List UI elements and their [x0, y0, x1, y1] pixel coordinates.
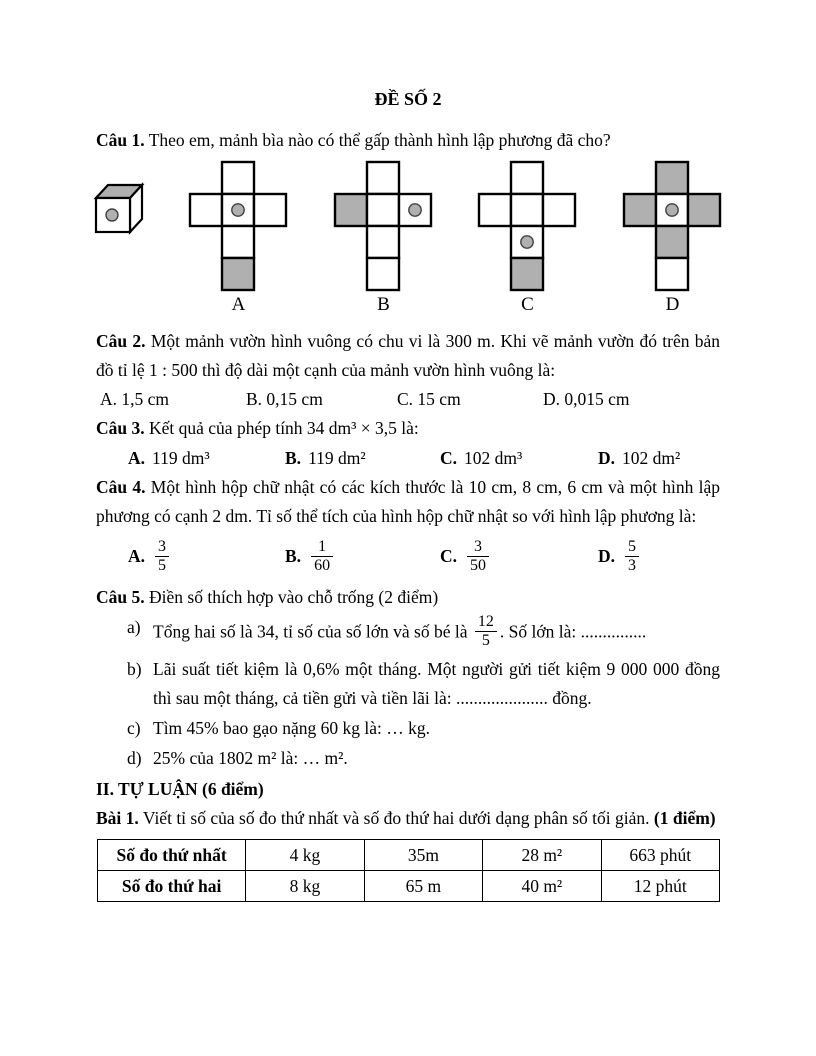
item-text-after: . Số lớn là: ...............: [499, 621, 647, 642]
net-label-d: D: [665, 294, 680, 315]
cube-net-figure-c: [477, 160, 578, 302]
option-d: D. $\frac{5}{3}$: [598, 538, 720, 579]
question-3-text: Kết quả của phép tính 34 dm³ × 3,5 là:: [149, 418, 419, 438]
table-cell: 65 m: [364, 871, 482, 902]
item-text: 25% của 1802 m² là: … m².: [153, 748, 348, 768]
question-5: [96, 583, 720, 612]
cube-icon: [93, 182, 147, 238]
table-row-second-measure: [98, 871, 720, 902]
question-3-options: [96, 444, 720, 473]
item-text: Lãi suất tiết kiệm là 0,6% một tháng. Một người gửi tiết kiệm 9 000 000 đồng thì sau một tháng, cả tiền gửi và tiền lãi là: ..................... đồng.: [153, 659, 720, 708]
exercise-1-points: (1 điểm): [653, 808, 716, 828]
table-cell: 4 kg: [246, 840, 364, 871]
question-1-label: Câu 1.: [96, 130, 145, 150]
table-cell: 12 phút: [601, 871, 720, 902]
option-b: B. 119 dm²: [285, 448, 366, 468]
table-cell: 35m: [364, 840, 482, 871]
cube-dot: [106, 209, 118, 221]
fraction: $\frac{3}{5}$: [155, 538, 169, 575]
question-2-text: Một mảnh vườn hình vuông có chu vi là 300 m. Khi vẽ mảnh vườn đó trên bản đồ tỉ lệ 1 : 500 thì độ dài một cạnh của mảnh vườn hình vuông là:: [96, 331, 721, 380]
question-1-figures: [96, 160, 720, 324]
item-text: Tổng hai số là 34, tỉ số của số lớn và số bé là: [153, 621, 468, 642]
option-a: A. $\frac{3}{5}$: [128, 538, 285, 579]
exercise-1-label: Bài 1.: [96, 808, 139, 828]
question-4-text: Một hình hộp chữ nhật có các kích thước là 10 cm, 8 cm, 6 cm và một hình lập phương có cạnh 2 dm. Tỉ số thể tích của hình hộp chữ nhật so với hình lập phương là:: [96, 477, 721, 526]
option-b: B. 0,15 cm: [246, 389, 323, 409]
cube-net-figure-b: [333, 160, 434, 302]
table-cell: 663 phút: [601, 840, 720, 871]
net-label-b: B: [377, 294, 390, 315]
question-5-item-b: [96, 655, 720, 713]
item-text: Tìm 45% bao gạo nặng 60 kg là: … kg.: [153, 718, 431, 738]
question-5-label: Câu 5.: [96, 587, 145, 607]
section-ii-heading: II. TỰ LUẬN (6 điểm): [96, 779, 264, 799]
option-d: D. 0,015 cm: [543, 389, 630, 409]
question-5-item-d: [96, 744, 720, 773]
net-label-c: C: [521, 294, 534, 315]
cube-net-figure-a: [188, 160, 289, 302]
question-5-text: Điền số thích hợp vào chỗ trống (2 điểm): [149, 587, 439, 607]
ratio-table: [97, 839, 720, 902]
item-marker: b): [127, 659, 142, 679]
table-cell: 8 kg: [246, 871, 364, 902]
question-3: [96, 414, 720, 443]
question-1: [96, 126, 720, 155]
question-5-item-c: [96, 714, 720, 743]
fraction: $\frac{1}{60}$: [311, 538, 333, 575]
cube-net-figure-d: [622, 160, 723, 302]
row-header: Số đo thứ hai: [98, 871, 246, 902]
question-3-label: Câu 3.: [96, 418, 145, 438]
page-title: ĐỀ SỐ 2: [374, 89, 442, 109]
net-label-a: A: [231, 294, 246, 315]
table-cell: 28 m²: [483, 840, 601, 871]
table-row-first-measure: [98, 840, 720, 871]
question-5-item-a: [96, 613, 720, 654]
question-4-options: [96, 536, 720, 580]
fraction: $\frac{12}{5}$: [475, 613, 497, 650]
item-marker: a): [127, 617, 141, 637]
item-marker: d): [127, 748, 142, 768]
option-a: A. 1,5 cm: [100, 389, 170, 409]
fraction: $\frac{3}{50}$: [467, 538, 489, 575]
option-c: C. 15 cm: [397, 389, 461, 409]
fraction: $\frac{5}{3}$: [625, 538, 639, 575]
option-d: D. 102 dm²: [598, 448, 681, 468]
item-marker: c): [127, 718, 141, 738]
question-4: [96, 473, 720, 531]
option-a: A. 119 dm³: [128, 448, 210, 468]
exercise-1: [96, 804, 720, 833]
question-2: [96, 327, 720, 385]
option-b: B. $\frac{1}{60}$: [285, 538, 440, 579]
question-1-text: Theo em, mảnh bìa nào có thể gấp thành hình lập phương đã cho?: [148, 130, 611, 150]
question-2-options: [96, 385, 720, 414]
question-2-label: Câu 2.: [96, 331, 146, 351]
exercise-1-text: Viết tỉ số của số đo thứ nhất và số đo thứ hai dưới dạng phân số tối giản.: [142, 808, 650, 828]
option-c: C. 102 dm³: [440, 448, 523, 468]
question-4-label: Câu 4.: [96, 477, 146, 497]
option-c: C. $\frac{3}{50}$: [440, 538, 598, 579]
table-cell: 40 m²: [483, 871, 601, 902]
row-header: Số đo thứ nhất: [98, 840, 246, 871]
